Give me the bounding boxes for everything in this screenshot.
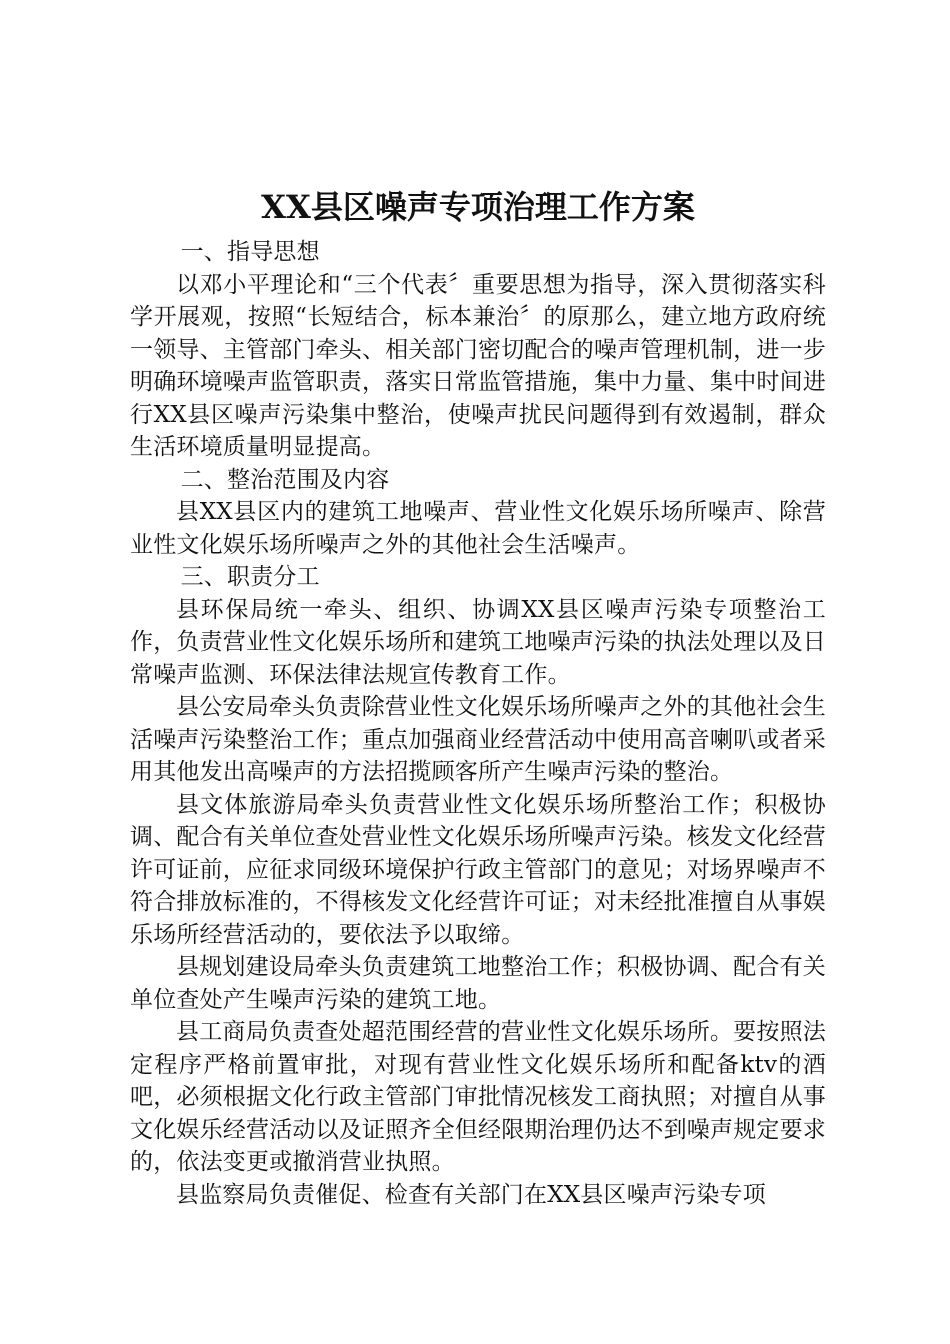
paragraph: 县文体旅游局牵头负责营业性文化娱乐场所整治工作；积极协调、配合有关单位查处营业性文化娱乐场所噪声污染。核发文化经营许可证前，应征求同级环境保护行政主管部门的意见；对场界噪声不符合排放标准的，不得核发文化经营许可证；对未经批准擅自从事娱乐场所经营活动的，要依法予以取缔。 — [130, 791, 826, 948]
section-heading: 一、指导思想 — [180, 239, 320, 265]
section-heading: 三、职责分工 — [180, 564, 320, 590]
section-heading: 二、整治范围及内容 — [180, 466, 390, 493]
document-title: XX县区噪声专项治理工作方案 — [261, 188, 695, 226]
paragraph: 县监察局负责催促、检查有关部门在XX县区噪声污染专项 — [176, 1181, 766, 1208]
paragraph: 县公安局牵头负责除营业性文化娱乐场所噪声之外的其他社会生活噪声污染整治工作；重点加强商业经营活动中使用高音喇叭或者采用其他发出高噪声的方法招揽顾客所产生噪声污染的整治。 — [130, 694, 826, 785]
paragraph: 县规划建设局牵头负责建筑工地整治工作；积极协调、配合有关单位查处产生噪声污染的建筑工地。 — [130, 954, 826, 1013]
paragraph: 以邓小平理论和“三个代表〞重要思想为指导，深入贯彻落实科学开展观，按照“长短结合，标本兼治〞的原那么，建立地方政府统一领导、主管部门牵头、相关部门密切配合的噪声管理机制，进一步明确环境噪声监管职责，落实日常监管措施，集中力量、集中时间进行XX县区噪声污染集中整治，使噪声扰民问题得到有效遏制，群众生活环境质量明显提高。 — [130, 271, 826, 460]
paragraph: 县XX县区内的建筑工地噪声、营业性文化娱乐场所噪声、除营业性文化娱乐场所噪声之外的其他社会生活噪声。 — [130, 499, 826, 558]
paragraph: 县工商局负责查处超范围经营的营业性文化娱乐场所。要按照法定程序严格前置审批，对现有营业性文化娱乐场所和配备ktv的酒吧，必须根据文化行政主管部门审批情况核发工商执照；对擅自从事文化娱乐经营活动以及证照齐全但经限期治理仍达不到噪声规定要求的，依法变更或撤消营业执照。 — [130, 1019, 826, 1175]
paragraph: 县环保局统一牵头、组织、协调XX县区噪声污染专项整治工作，负责营业性文化娱乐场所和建筑工地噪声污染的执法处理以及日常噪声监测、环保法律法规宣传教育工作。 — [130, 596, 826, 688]
document-page — [130, 178, 826, 1211]
